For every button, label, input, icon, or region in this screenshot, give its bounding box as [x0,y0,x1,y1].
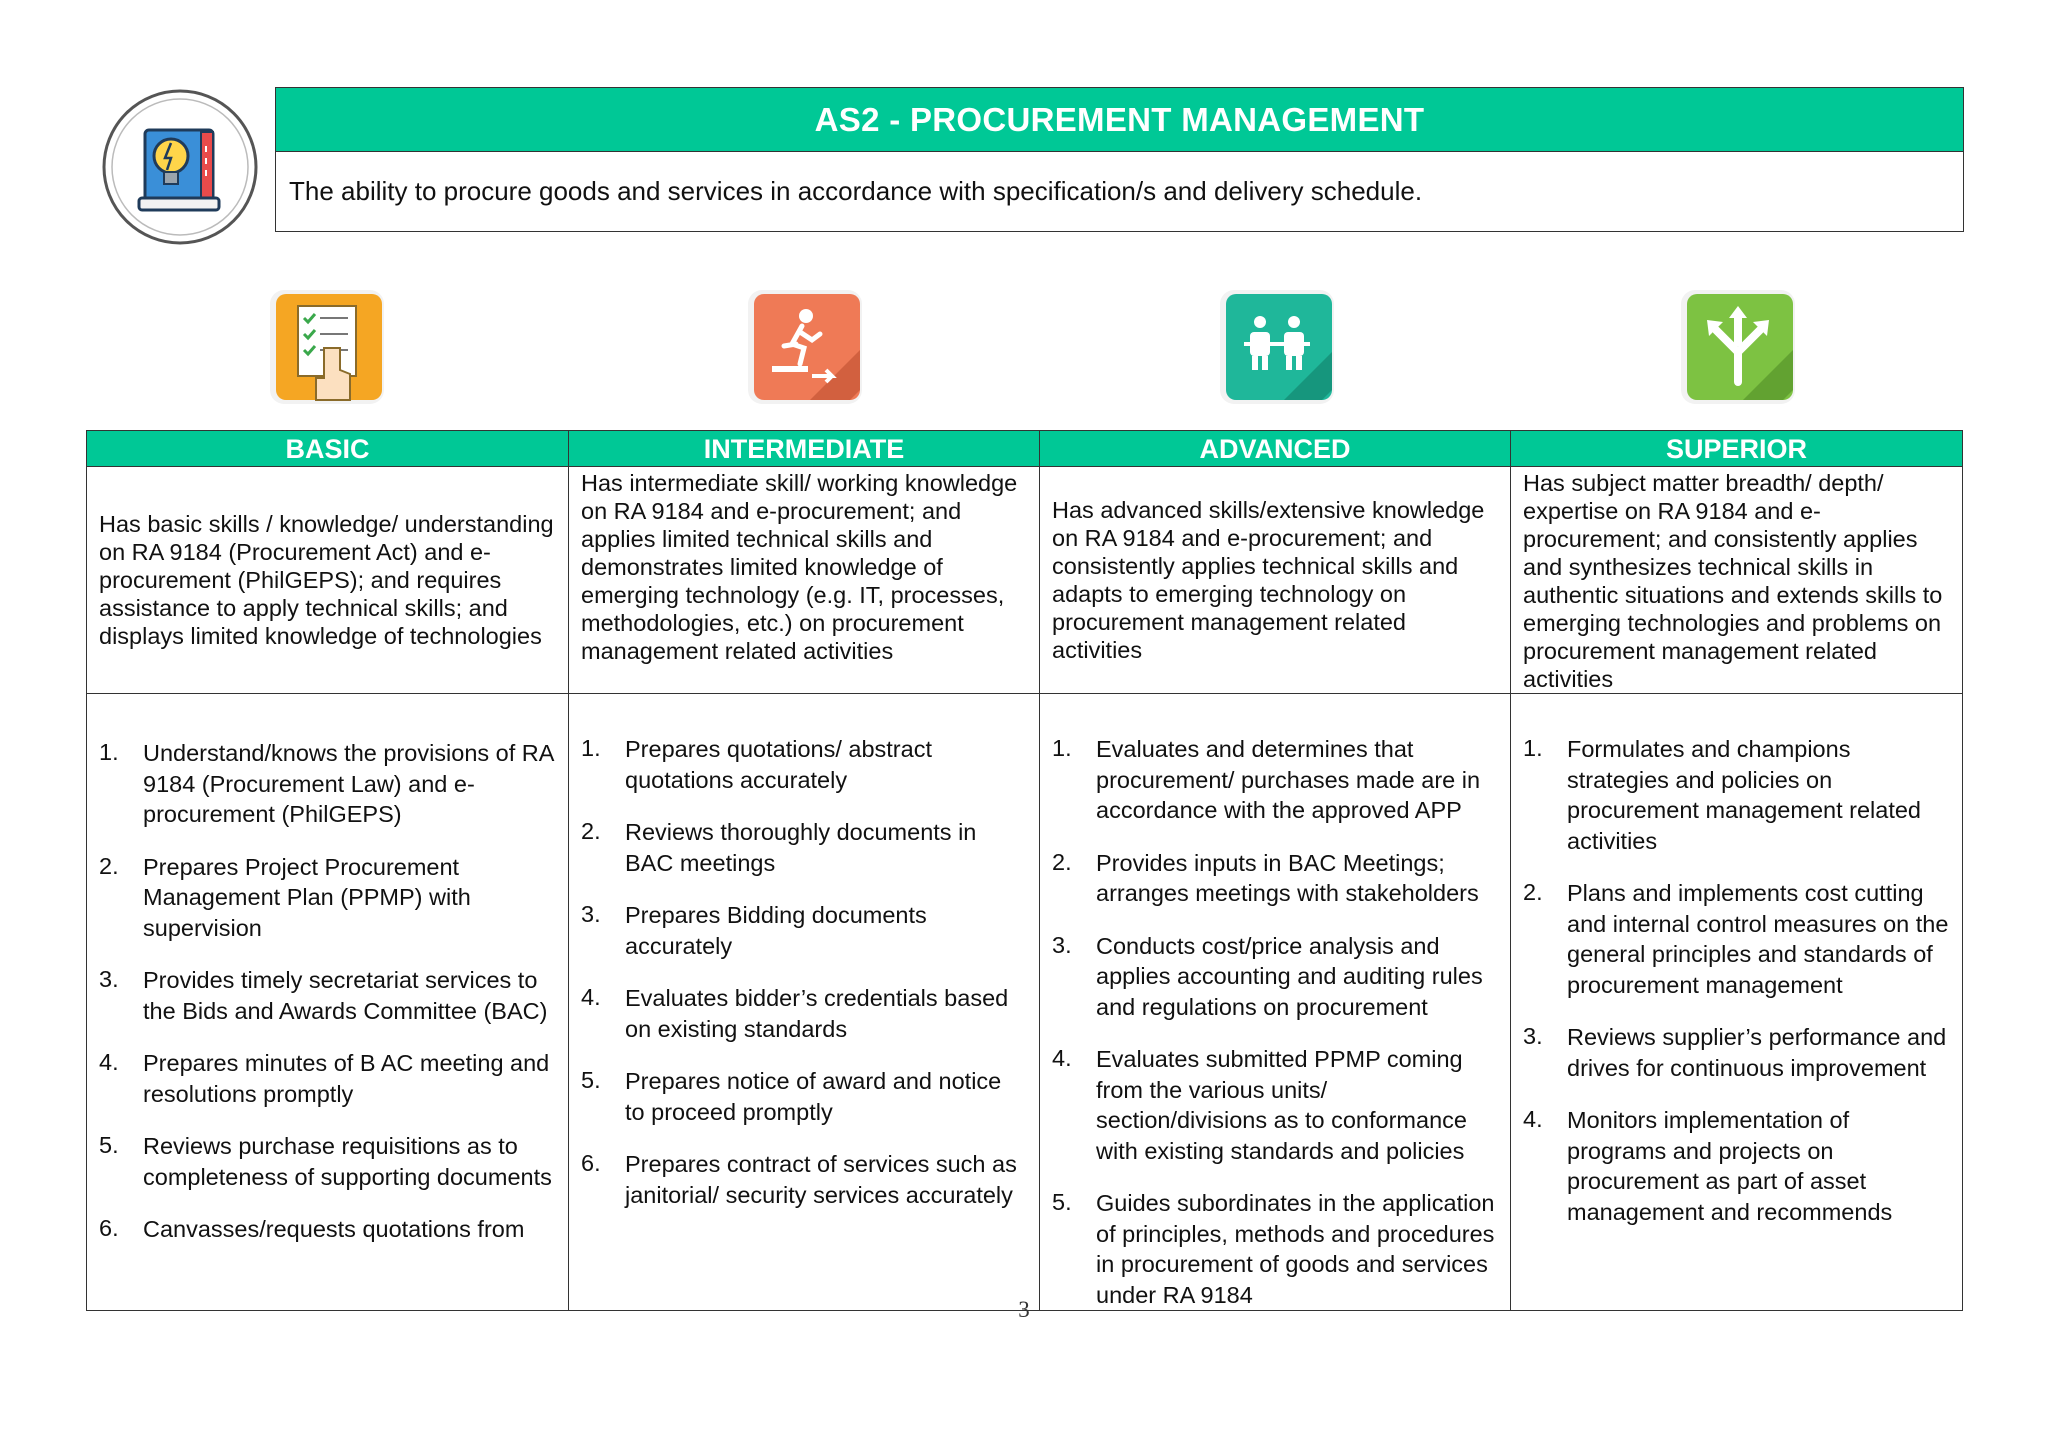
list-item [581,1066,1027,1127]
list-item [99,965,556,1026]
item-number: 3. [1523,1023,1543,1049]
list-item [99,1048,556,1109]
item-number: 4. [581,984,601,1010]
item-number: 3. [581,901,601,927]
item-number: 2. [1523,879,1543,905]
list-item [1523,734,1950,856]
item-text: Reviews purchase requisitions as to completeness of supporting documents [143,1133,552,1190]
item-text: Plans and implements cost cutting and internal control measures on the general principles and standards of procurement management [1567,880,1949,998]
item-text: Provides inputs in BAC Meetings; arranges meetings with stakeholders [1096,849,1479,906]
behaviors-basic [87,694,569,1311]
item-text: Evaluates submitted PPMP coming from the various units/ section/divisions as to conformance with existing standards and policies [1096,1046,1467,1164]
list-item [581,734,1027,795]
item-text: Prepares quotations/ abstract quotations accurately [625,736,932,793]
competency-description: The ability to procure goods and services in accordance with specification/s and delivery schedule. [289,176,1423,206]
list-item [1523,878,1950,1000]
level-description-intermediate: Has intermediate skill/ working knowledge on RA 9184 and e-procurement; and applies limited technical skills and demonstrates limited knowledge of emerging technology (e.g. IT, processes, methodologies, etc.) on procurement management related activities [569,467,1040,694]
behaviors-intermediate [569,694,1040,1311]
list-item [581,983,1027,1044]
competency-title: AS2 - PROCUREMENT MANAGEMENT [276,88,1963,152]
item-number: 4. [1052,1045,1072,1071]
list-item [1523,1105,1950,1227]
level-header-advanced: ADVANCED [1040,431,1511,467]
running-stairs-icon [740,282,870,412]
list-item [581,900,1027,961]
item-number: 1. [99,739,119,765]
list-item [99,738,556,830]
item-number: 1. [581,735,601,761]
level-description-superior: Has subject matter breadth/ depth/ expertise on RA 9184 and e-procurement; and consistently applies and synthesizes technical skills in authentic situations and extends skills to emerging technologies and problems on procurement management related activities [1511,467,1963,694]
branching-arrows-icon [1673,282,1803,412]
item-text: Prepares Project Procurement Management Plan (PPMP) with supervision [143,853,471,941]
level-header-intermediate: INTERMEDIATE [569,431,1040,467]
item-text: Reviews thoroughly documents in BAC meetings [625,819,977,876]
item-number: 4. [1523,1106,1543,1132]
item-number: 3. [99,966,119,992]
lightbulb-book-icon [99,88,261,246]
list-item [581,817,1027,878]
list-item [99,1131,556,1192]
item-text: Evaluates and determines that procurement/ purchases made are in accordance with the approved APP [1096,736,1481,823]
list-item [1052,931,1498,1023]
item-text: Canvasses/requests quotations from [143,1216,525,1242]
team-people-icon [1212,282,1342,412]
level-description-basic: Has basic skills / knowledge/ understanding on RA 9184 (Procurement Act) and e-procurement (PhilGEPS); and requires assistance to apply technical skills; and displays limited knowledge of technologies [87,467,569,694]
item-text: Prepares minutes of B AC meeting and resolutions promptly [143,1050,550,1107]
list-item [1052,734,1498,826]
item-text: Prepares notice of award and notice to proceed promptly [625,1068,1002,1125]
behaviors-advanced [1040,694,1511,1311]
item-number: 4. [99,1049,119,1075]
checklist-hand-icon [262,282,392,412]
item-text: Reviews supplier’s performance and drives for continuous improvement [1567,1024,1947,1081]
behaviors-superior [1511,694,1963,1311]
page-number: 3 [1018,1297,1030,1322]
item-number: 2. [99,852,119,879]
item-number: 6. [99,1215,119,1241]
item-number: 5. [1052,1189,1072,1215]
item-number: 2. [1052,848,1072,875]
item-text: Formulates and champions strategies and policies on procurement management related activities [1567,736,1922,854]
level-header-superior: SUPERIOR [1511,431,1963,467]
level-header-basic: BASIC [87,431,569,467]
item-text: Monitors implementation of programs and projects on procurement as part of asset management and recommends [1567,1107,1893,1225]
list-item [99,1214,556,1245]
item-text: Provides timely secretariat services to the Bids and Awards Committee (BAC) [143,967,548,1024]
item-number: 3. [1052,931,1072,958]
list-item [581,1149,1027,1210]
item-number: 1. [1052,735,1072,761]
item-number: 1. [1523,735,1543,761]
item-number: 2. [581,818,601,844]
level-description-advanced: Has advanced skills/extensive knowledge on RA 9184 and e-procurement; and consistently applies technical skills and adapts to emerging technology on procurement management related activities [1040,467,1511,694]
item-text: Prepares Bidding documents accurately [625,902,927,959]
list-item [99,852,556,944]
proficiency-table [86,430,1963,1311]
item-number: 5. [99,1132,119,1158]
item-text: Evaluates bidder’s credentials based on existing standards [625,985,1009,1042]
list-item [1052,1044,1498,1166]
list-item [1523,1022,1950,1083]
item-number: 5. [581,1067,601,1093]
list-item [1052,848,1498,909]
item-number: 6. [581,1150,601,1176]
competency-header [275,87,1964,232]
item-text: Guides subordinates in the application of principles, methods and procedures in procurement of goods and services under RA 9184 [1096,1190,1495,1308]
list-item [1052,1188,1498,1310]
item-text: Understand/knows the provisions of RA 9184 (Procurement Law) and e-procurement (PhilGEPS) [143,740,554,827]
item-text: Prepares contract of services such as janitorial/ security services accurately [625,1151,1017,1208]
item-text: Conducts cost/price analysis and applies accounting and auditing rules and regulations on procurement [1096,932,1483,1020]
